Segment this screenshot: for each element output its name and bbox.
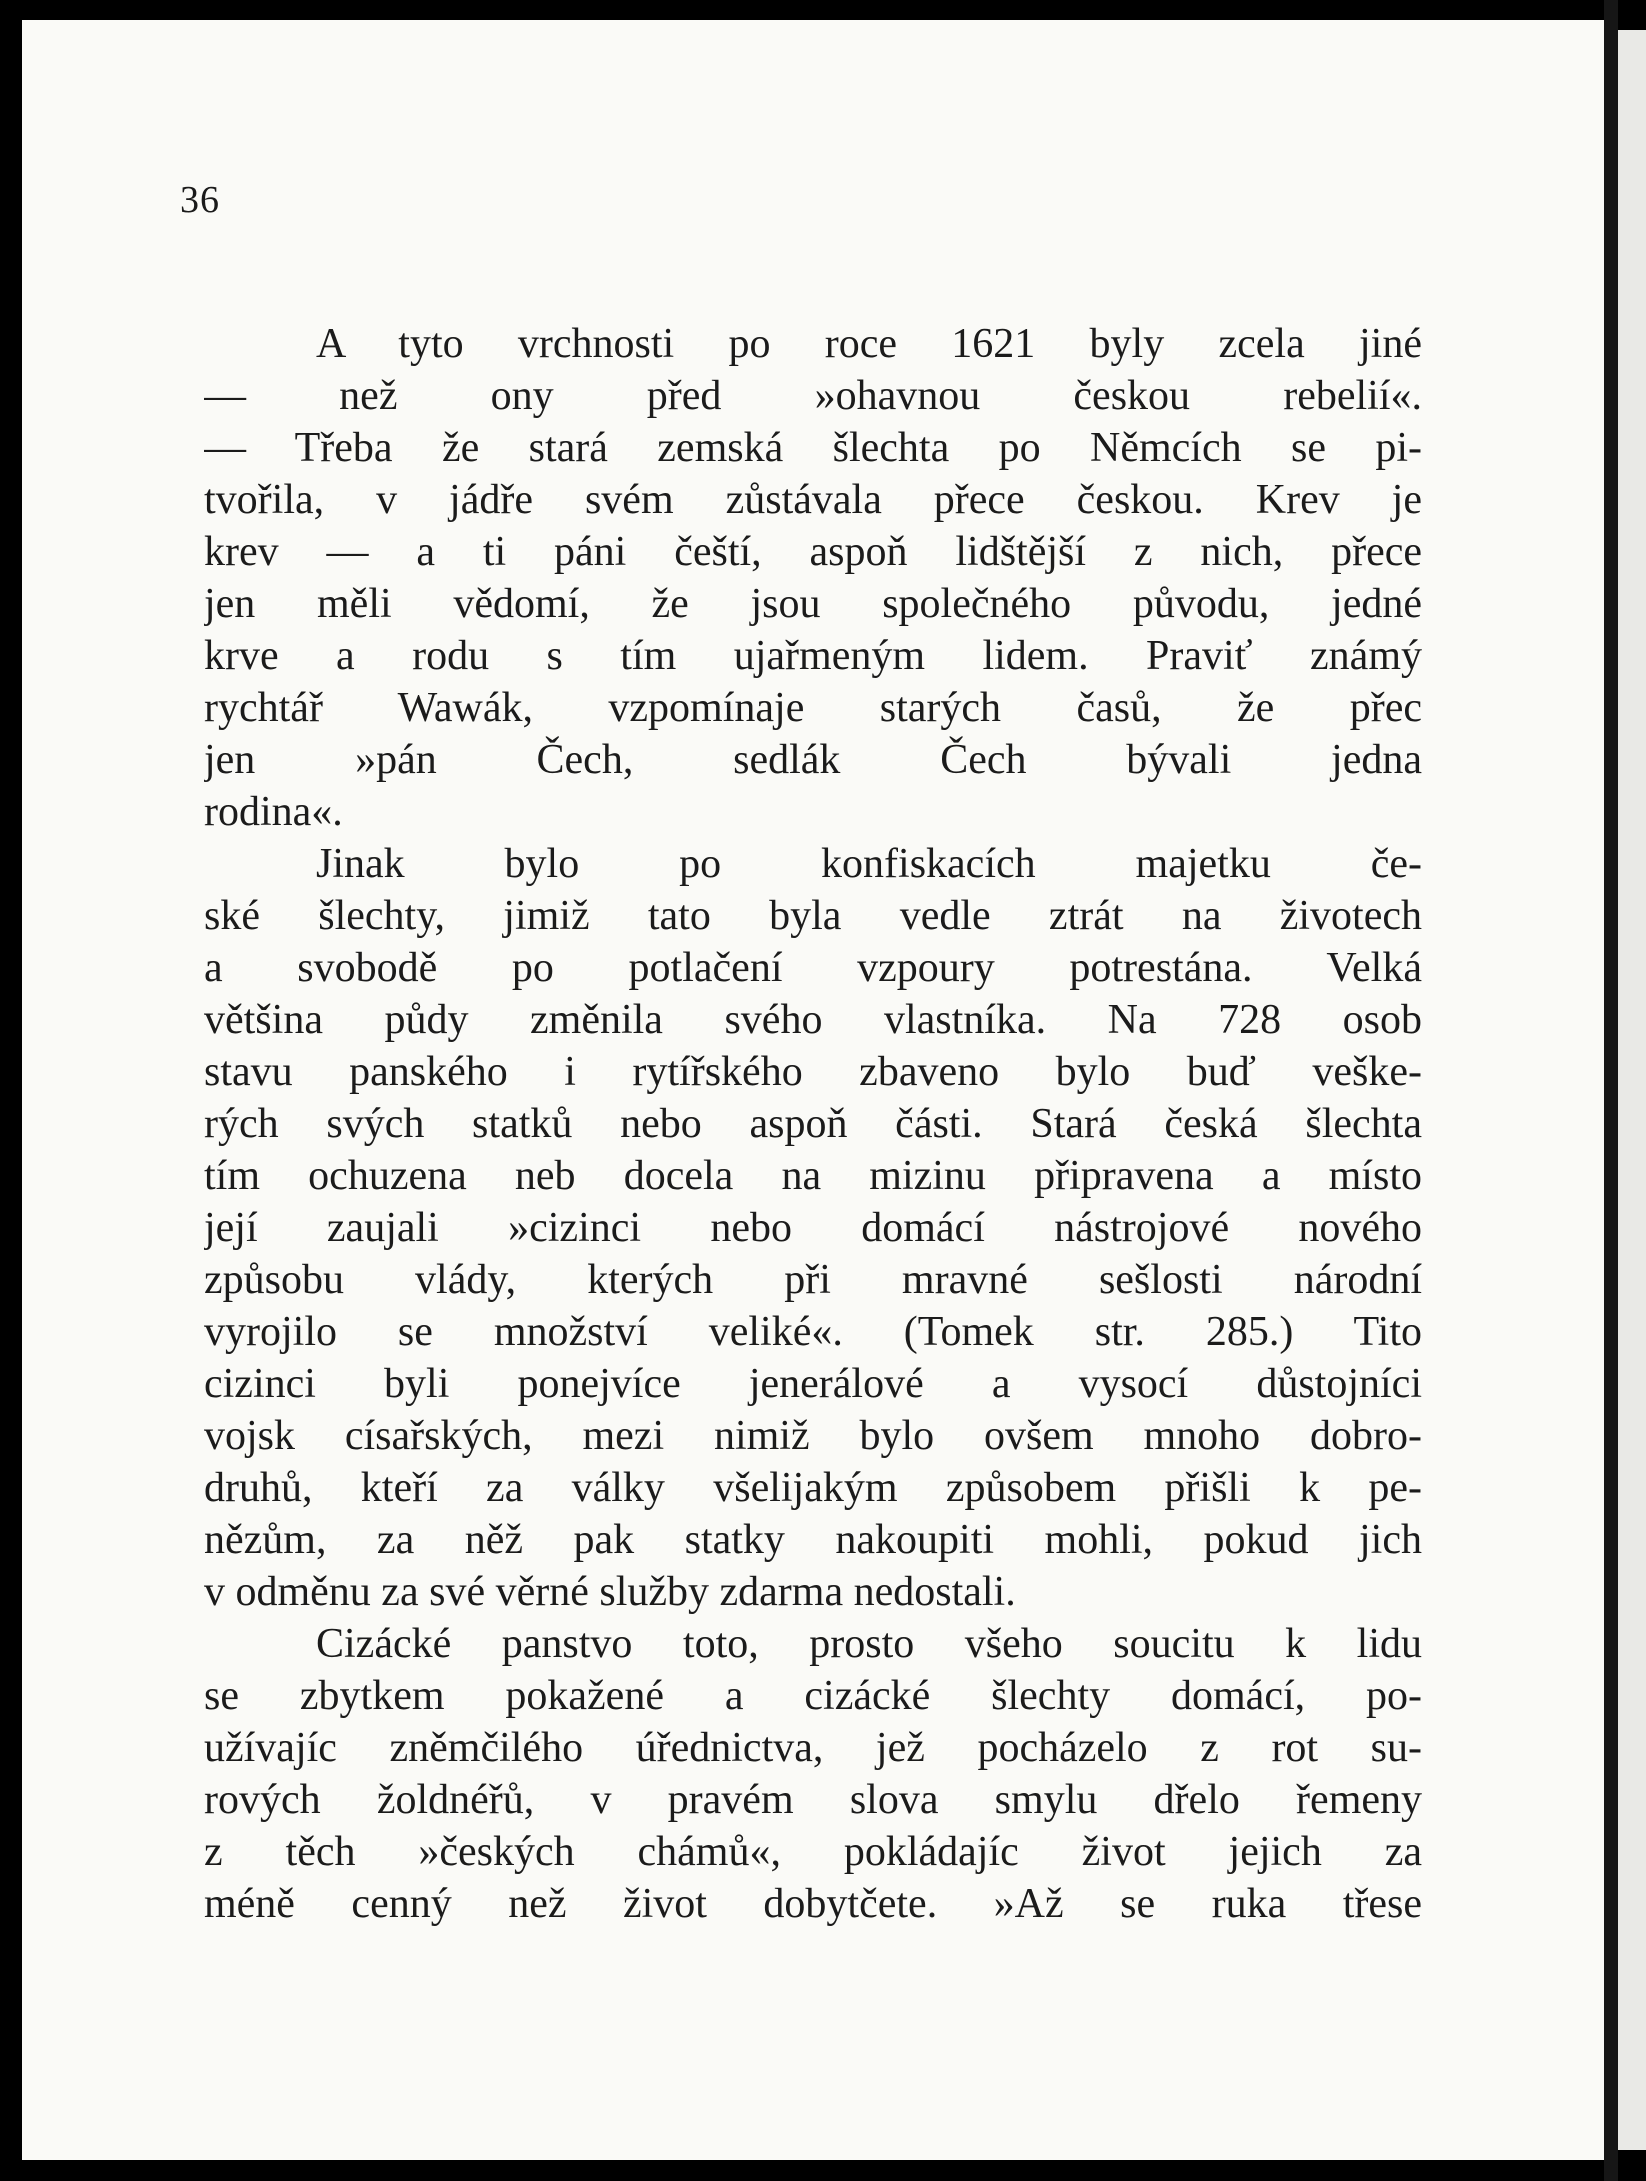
text-line: vyrojilo se množství veliké«. (Tomek str. 285.) Tito	[204, 1309, 1422, 1355]
text-line: ské šlechty, jimiž tato byla vedle ztrát na životech	[204, 893, 1422, 939]
text-line: způsobu vlády, kterých při mravné sešlosti národní	[204, 1257, 1422, 1303]
text-line: méně cenný než život dobytčete. »Až se ruka třese	[204, 1881, 1422, 1927]
text-line: a svobodě po potlačení vzpoury potrestána. Velká	[204, 945, 1422, 991]
text-line: rychtář Wawák, vzpomínaje starých časů, že přec	[204, 685, 1422, 731]
text-line: rodina«.	[204, 789, 343, 835]
text-line: Cizácké panstvo toto, prosto všeho soucitu k lidu	[316, 1621, 1422, 1667]
text-line: cizinci byli ponejvíce jenerálové a vysocí důstojníci	[204, 1361, 1422, 1407]
text-line: — než ony před »ohavnou českou rebelií«.	[204, 373, 1422, 419]
text-line: z těch »českých chámů«, pokládajíc život jejich za	[204, 1829, 1422, 1875]
text-line: stavu panského i rytířského zbaveno bylo buď veške-	[204, 1049, 1422, 1095]
text-line: užívajíc zněmčilého úřednictva, jež pocházelo z rot su-	[204, 1725, 1422, 1771]
text-line: jen »pán Čech, sedlák Čech bývali jedna	[204, 737, 1422, 783]
text-line: Jinak bylo po konfiskacích majetku če-	[316, 841, 1422, 887]
body-text	[204, 318, 1422, 1930]
text-line: rých svých statků nebo aspoň části. Stará česká šlechta	[204, 1101, 1422, 1147]
text-line: tím ochuzena neb docela na mizinu připravena a místo	[204, 1153, 1422, 1199]
text-line: rových žoldnéřů, v pravém slova smylu dřelo řemeny	[204, 1777, 1422, 1823]
text-line: v odměnu za své věrné služby zdarma nedostali.	[204, 1569, 1016, 1615]
text-line: vojsk císařských, mezi nimiž bylo ovšem mnoho dobro-	[204, 1413, 1422, 1459]
text-line: nězům, za něž pak statky nakoupiti mohli, pokud jich	[204, 1517, 1422, 1563]
text-line: se zbytkem pokažené a cizácké šlechty domácí, po-	[204, 1673, 1422, 1719]
text-line: tvořila, v jádře svém zůstávala přece českou. Krev je	[204, 477, 1422, 523]
text-line: její zaujali »cizinci nebo domácí nástrojové nového	[204, 1205, 1422, 1251]
text-line: druhů, kteří za války všelijakým způsobem přišli k pe-	[204, 1465, 1422, 1511]
page-edge-shadow	[1604, 0, 1618, 2181]
text-line: A tyto vrchnosti po roce 1621 byly zcela jiné	[316, 321, 1422, 367]
text-line: — Třeba že stará zemská šlechta po Němcích se pi-	[204, 425, 1422, 471]
adjacent-page-strip	[1618, 30, 1646, 2150]
text-line: krve a rodu s tím ujařmeným lidem. Praviť známý	[204, 633, 1422, 679]
text-line: většina půdy změnila svého vlastníka. Na 728 osob	[204, 997, 1422, 1043]
page-number: 36	[180, 179, 220, 221]
text-line: krev — a ti páni čeští, aspoň lidštější z nich, přece	[204, 529, 1422, 575]
text-line: jen měli vědomí, že jsou společného původu, jedné	[204, 581, 1422, 627]
